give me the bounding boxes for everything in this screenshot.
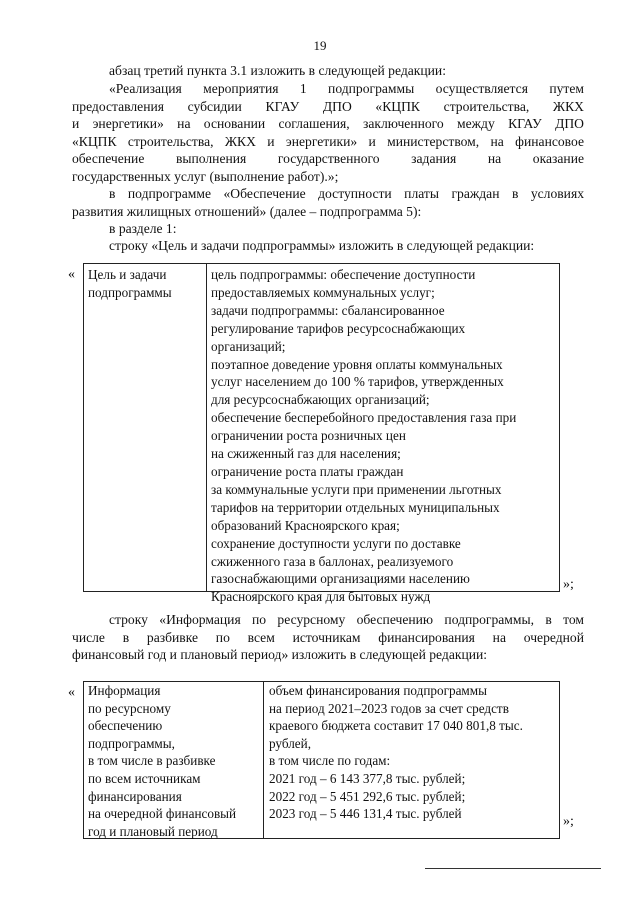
text-line: предоставления субсидии КГАУ ДПО «КЦПК строительства, ЖКХ (72, 98, 584, 114)
text-line: объем финансирования подпрограммы (269, 683, 487, 698)
column-divider (263, 682, 264, 838)
paragraph-3 (72, 185, 584, 220)
text-line: финансовый год и плановый период» изложить в следующей редакции: (72, 647, 488, 662)
text-line: поэтапное доведение уровня оплаты коммунальных (211, 356, 503, 372)
text-line: обеспечению (88, 718, 163, 734)
text-line: цель подпрограммы: обеспечение доступности (211, 267, 476, 282)
text-line: рублей, (269, 735, 312, 751)
table-funding (83, 681, 560, 839)
open-quote: « (68, 685, 75, 700)
text-line: Цель и задачи (88, 267, 167, 282)
table-label-cell (88, 266, 204, 302)
text-line: сжиженного газа в баллонах, реализуемого (211, 553, 454, 569)
text-line: по ресурсному (88, 700, 171, 716)
text-line: сохранение доступности услуги по доставке (211, 535, 461, 551)
open-quote: « (68, 267, 75, 282)
table-label-cell (88, 682, 262, 840)
text-line: на период 2021–2023 годов за счет средств (269, 700, 509, 716)
text-line: «Реализация мероприятия 1 подпрограммы осуществляется путем (109, 81, 584, 96)
table-value-cell (211, 266, 559, 606)
paragraph-2 (72, 80, 584, 185)
text-line: услуг населением до 100 % тарифов, утвержденных (211, 374, 504, 390)
column-divider (206, 264, 207, 591)
text-line: организаций; (211, 338, 286, 354)
footer-rule (425, 868, 601, 869)
text-line: для ресурсоснабжающих организаций; (211, 392, 430, 408)
text-line: подпрограммы (88, 284, 172, 300)
text-line: и энергетики» на основании соглашения, заключенного между КГАУ ДПО (72, 116, 584, 131)
text-line: ограничении роста розничных цен (211, 428, 406, 444)
paragraph-1: абзац третий пункта 3.1 изложить в следующей редакции: (109, 63, 446, 78)
text-line: ограничение роста платы граждан (211, 463, 404, 479)
text-line: государственных услуг (выполнение работ).»; (72, 168, 339, 184)
text-line: образований Красноярского края; (211, 517, 400, 533)
text-line: числе в разбивке по всем источникам финансирования на очередной (72, 629, 584, 645)
table-value-cell (269, 682, 559, 823)
text-line: за коммунальные услуги при применении льготных (211, 481, 502, 497)
text-line: краевого бюджета составит 17 040 801,8 тыс. (269, 718, 523, 734)
text-line: обеспечение бесперебойного предоставления газа при (211, 410, 517, 426)
text-line: регулирование тарифов ресурсоснабжающих (211, 320, 466, 336)
text-line: в том числе по годам: (269, 753, 391, 769)
close-quote: »; (563, 814, 574, 829)
text-line: подпрограммы, (88, 735, 175, 751)
close-quote: »; (563, 577, 574, 592)
paragraph-6 (72, 611, 584, 664)
table-goals (83, 263, 560, 605)
text-line: обеспечение выполнения государственного задания на оказание (72, 151, 584, 166)
text-line: 2022 год – 5 451 292,6 тыс. рублей; (269, 788, 466, 804)
text-line: 2021 год – 6 143 377,8 тыс. рублей; (269, 770, 466, 786)
text-line: на очередной финансовый (88, 806, 237, 822)
text-line: газоснабжающими организациями населению (211, 571, 470, 587)
text-line: по всем источникам (88, 770, 201, 786)
paragraph-4: в разделе 1: (109, 221, 177, 236)
text-line: финансирования (88, 788, 182, 804)
paragraph-5: строку «Цель и задачи подпрограммы» изложить в следующей редакции: (109, 238, 535, 253)
text-line: в подпрограмме «Обеспечение доступности платы граждан в условиях (109, 186, 584, 201)
text-line: тарифов на территории отдельных муниципальных (211, 499, 500, 515)
page-number: 19 (313, 38, 327, 53)
text-line: Информация (88, 683, 161, 698)
text-line: год и плановый период (88, 823, 218, 839)
text-line: задачи подпрограммы: сбалансированное (211, 302, 445, 318)
text-line: «КЦПК строительства, ЖКХ и энергетики» и министерством, на финансовое (72, 133, 584, 149)
text-line: развития жилищных отношений» (далее – подпрограмма 5): (72, 203, 422, 219)
text-line: на сжиженный газ для населения; (211, 446, 401, 462)
text-line: предоставляемых коммунальных услуг; (211, 284, 435, 300)
text-line: Красноярского края для бытовых нужд (211, 589, 431, 605)
text-line: строку «Информация по ресурсному обеспечению подпрограммы, в том (109, 612, 584, 627)
text-line: в том числе в разбивке (88, 753, 216, 769)
text-line: 2023 год – 5 446 131,4 тыс. рублей (269, 806, 462, 822)
